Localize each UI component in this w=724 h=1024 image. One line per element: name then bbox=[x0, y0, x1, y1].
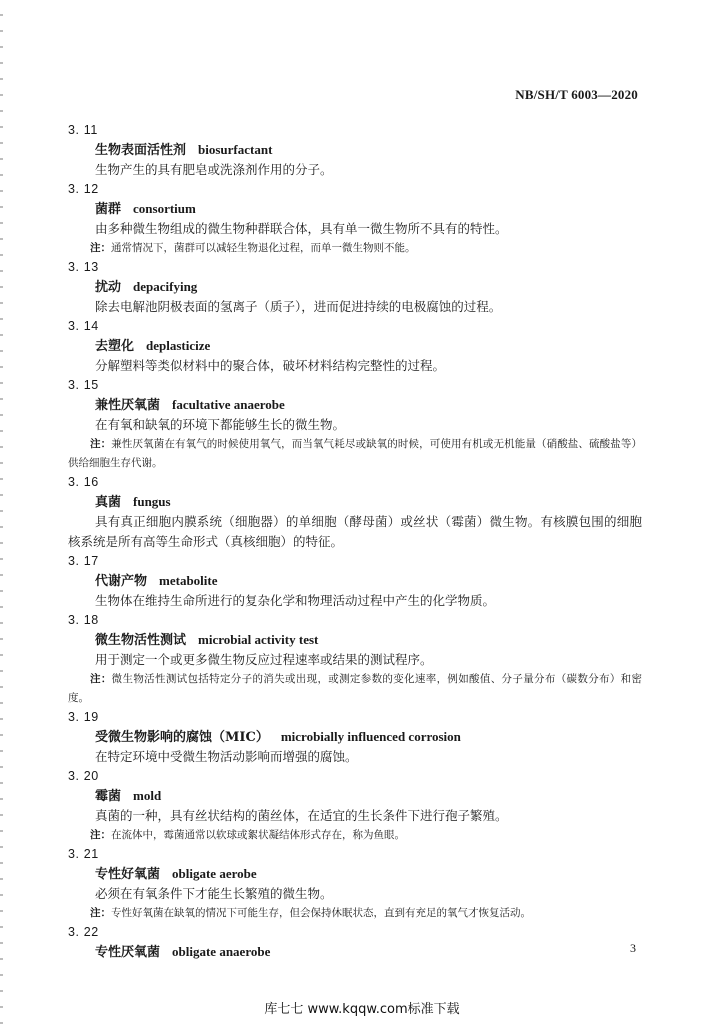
term-definition: 具有真正细胞内膜系统（细胞器）的单细胞（酵母菌）或丝状（霉菌）微生物。有核膜包围的细胞核系统是所有高等生命形式（真核细胞）的特征。 bbox=[68, 514, 642, 549]
entry-number: 3. 17 bbox=[68, 554, 99, 568]
entry-number: 3. 21 bbox=[68, 847, 99, 861]
note-text: 通常情况下，菌群可以减轻生物退化过程，而单一微生物则不能。 bbox=[111, 242, 416, 254]
term-entry bbox=[68, 611, 642, 708]
term-heading bbox=[95, 864, 642, 884]
term-entry bbox=[68, 121, 642, 180]
entry-number: 3. 12 bbox=[68, 182, 99, 196]
term-chinese: 去塑化 bbox=[95, 339, 135, 354]
term-english: microbial activity test bbox=[198, 632, 319, 647]
term-heading bbox=[95, 727, 642, 747]
term-heading bbox=[95, 336, 642, 356]
standard-code: NB/SH/T 6003—2020 bbox=[515, 87, 638, 102]
term-definition: 必须在有氧条件下才能生长繁殖的微生物。 bbox=[95, 886, 333, 901]
term-entry bbox=[68, 552, 642, 611]
term-english: deplasticize bbox=[146, 338, 211, 353]
term-chinese: 受微生物影响的腐蚀（MIC） bbox=[95, 730, 269, 745]
note-text: 在流体中，霉菌通常以软球或絮状凝结体形式存在，称为鱼眼。 bbox=[111, 829, 405, 841]
term-chinese: 真菌 bbox=[95, 495, 122, 510]
entry-number: 3. 19 bbox=[68, 710, 99, 724]
term-note bbox=[68, 239, 642, 258]
entry-number: 3. 14 bbox=[68, 319, 99, 333]
entry-number: 3. 18 bbox=[68, 613, 99, 627]
term-definition: 在特定环境中受微生物活动影响而增强的腐蚀。 bbox=[95, 749, 358, 764]
scan-edge-marks bbox=[0, 0, 3, 1024]
term-heading bbox=[95, 199, 642, 219]
term-heading bbox=[95, 942, 642, 962]
term-entry bbox=[68, 180, 642, 258]
term-heading bbox=[95, 492, 642, 512]
term-heading bbox=[95, 395, 642, 415]
term-note bbox=[68, 435, 642, 473]
term-entry bbox=[68, 473, 642, 552]
term-entry bbox=[68, 767, 642, 845]
entry-number: 3. 16 bbox=[68, 475, 99, 489]
term-chinese: 菌群 bbox=[95, 202, 122, 217]
term-definition: 除去电解池阴极表面的氢离子（质子），进而促进持续的电极腐蚀的过程。 bbox=[95, 299, 502, 314]
term-definition: 由多种微生物组成的微生物种群联合体，具有单一微生物所不具有的特性。 bbox=[95, 221, 508, 236]
term-heading bbox=[95, 277, 642, 297]
term-note bbox=[68, 826, 642, 845]
term-chinese: 生物表面活性剂 bbox=[95, 143, 187, 158]
entry-number: 3. 15 bbox=[68, 378, 99, 392]
term-chinese: 扰动 bbox=[95, 280, 122, 295]
note-label: 注： bbox=[90, 438, 112, 450]
term-heading bbox=[95, 571, 642, 591]
entry-number: 3. 20 bbox=[68, 769, 99, 783]
note-text: 兼性厌氧菌在有氧气的时候使用氧气，而当氧气耗尽或缺氧的时候，可使用有机或无机能量（硝酸盐、硫酸盐等）供给细胞生存代谢。 bbox=[68, 438, 643, 469]
note-label: 注： bbox=[90, 829, 111, 841]
footer-watermark: 库七七 www.kqqw.com标准下载 bbox=[264, 1002, 460, 1017]
term-english: metabolite bbox=[159, 573, 218, 588]
entry-number: 3. 22 bbox=[68, 925, 99, 939]
term-chinese: 微生物活性测试 bbox=[95, 633, 187, 648]
term-note bbox=[68, 904, 642, 923]
term-entry bbox=[68, 708, 642, 767]
term-chinese: 霉菌 bbox=[95, 789, 122, 804]
term-entry bbox=[68, 923, 642, 962]
term-entry bbox=[68, 258, 642, 317]
note-label: 注： bbox=[90, 242, 111, 254]
term-definition: 分解塑料等类似材料中的聚合体，破坏材料结构完整性的过程。 bbox=[95, 358, 446, 373]
term-definition: 真菌的一种，具有丝状结构的菌丝体，在适宜的生长条件下进行孢子繁殖。 bbox=[95, 808, 508, 823]
term-english: obligate aerobe bbox=[172, 866, 257, 881]
entry-number: 3. 11 bbox=[68, 123, 98, 137]
term-english: depacifying bbox=[133, 279, 198, 294]
term-chinese: 专性好氧菌 bbox=[95, 867, 161, 882]
note-text: 微生物活性测试包括特定分子的消失或出现，或测定参数的变化速率，例如酸值、分子量分布（碳数分布）和密度。 bbox=[68, 673, 643, 704]
term-definition: 生物体在维持生命所进行的复杂化学和物理活动过程中产生的化学物质。 bbox=[95, 593, 496, 608]
term-entry bbox=[68, 317, 642, 376]
term-heading bbox=[95, 786, 642, 806]
term-chinese: 兼性厌氧菌 bbox=[95, 398, 161, 413]
term-heading bbox=[95, 630, 642, 650]
term-english: obligate anaerobe bbox=[172, 944, 271, 959]
term-definition: 用于测定一个或更多微生物反应过程速率或结果的测试程序。 bbox=[95, 652, 433, 667]
term-english: fungus bbox=[133, 494, 171, 509]
term-english: consortium bbox=[133, 201, 196, 216]
term-definition: 在有氧和缺氧的环境下都能够生长的微生物。 bbox=[95, 417, 346, 432]
term-heading bbox=[95, 140, 642, 160]
entry-number: 3. 13 bbox=[68, 260, 99, 274]
term-english: biosurfactant bbox=[198, 142, 273, 157]
term-english: facultative anaerobe bbox=[172, 397, 285, 412]
note-label: 注： bbox=[90, 907, 111, 919]
term-entry bbox=[68, 376, 642, 473]
term-english: mold bbox=[133, 788, 162, 803]
term-note bbox=[68, 670, 642, 708]
term-definition: 生物产生的具有肥皂或洗涤剂作用的分子。 bbox=[95, 162, 333, 177]
page-number: 3 bbox=[630, 941, 636, 955]
note-text: 专性好氧菌在缺氧的情况下可能生存，但会保持休眠状态，直到有充足的氧气才恢复活动。 bbox=[111, 907, 531, 919]
term-english: microbially influenced corrosion bbox=[280, 729, 461, 744]
term-entries bbox=[68, 121, 642, 962]
term-entry bbox=[68, 845, 642, 923]
term-chinese: 专性厌氧菌 bbox=[95, 945, 161, 960]
term-chinese: 代谢产物 bbox=[95, 574, 148, 589]
note-label: 注： bbox=[90, 673, 112, 685]
